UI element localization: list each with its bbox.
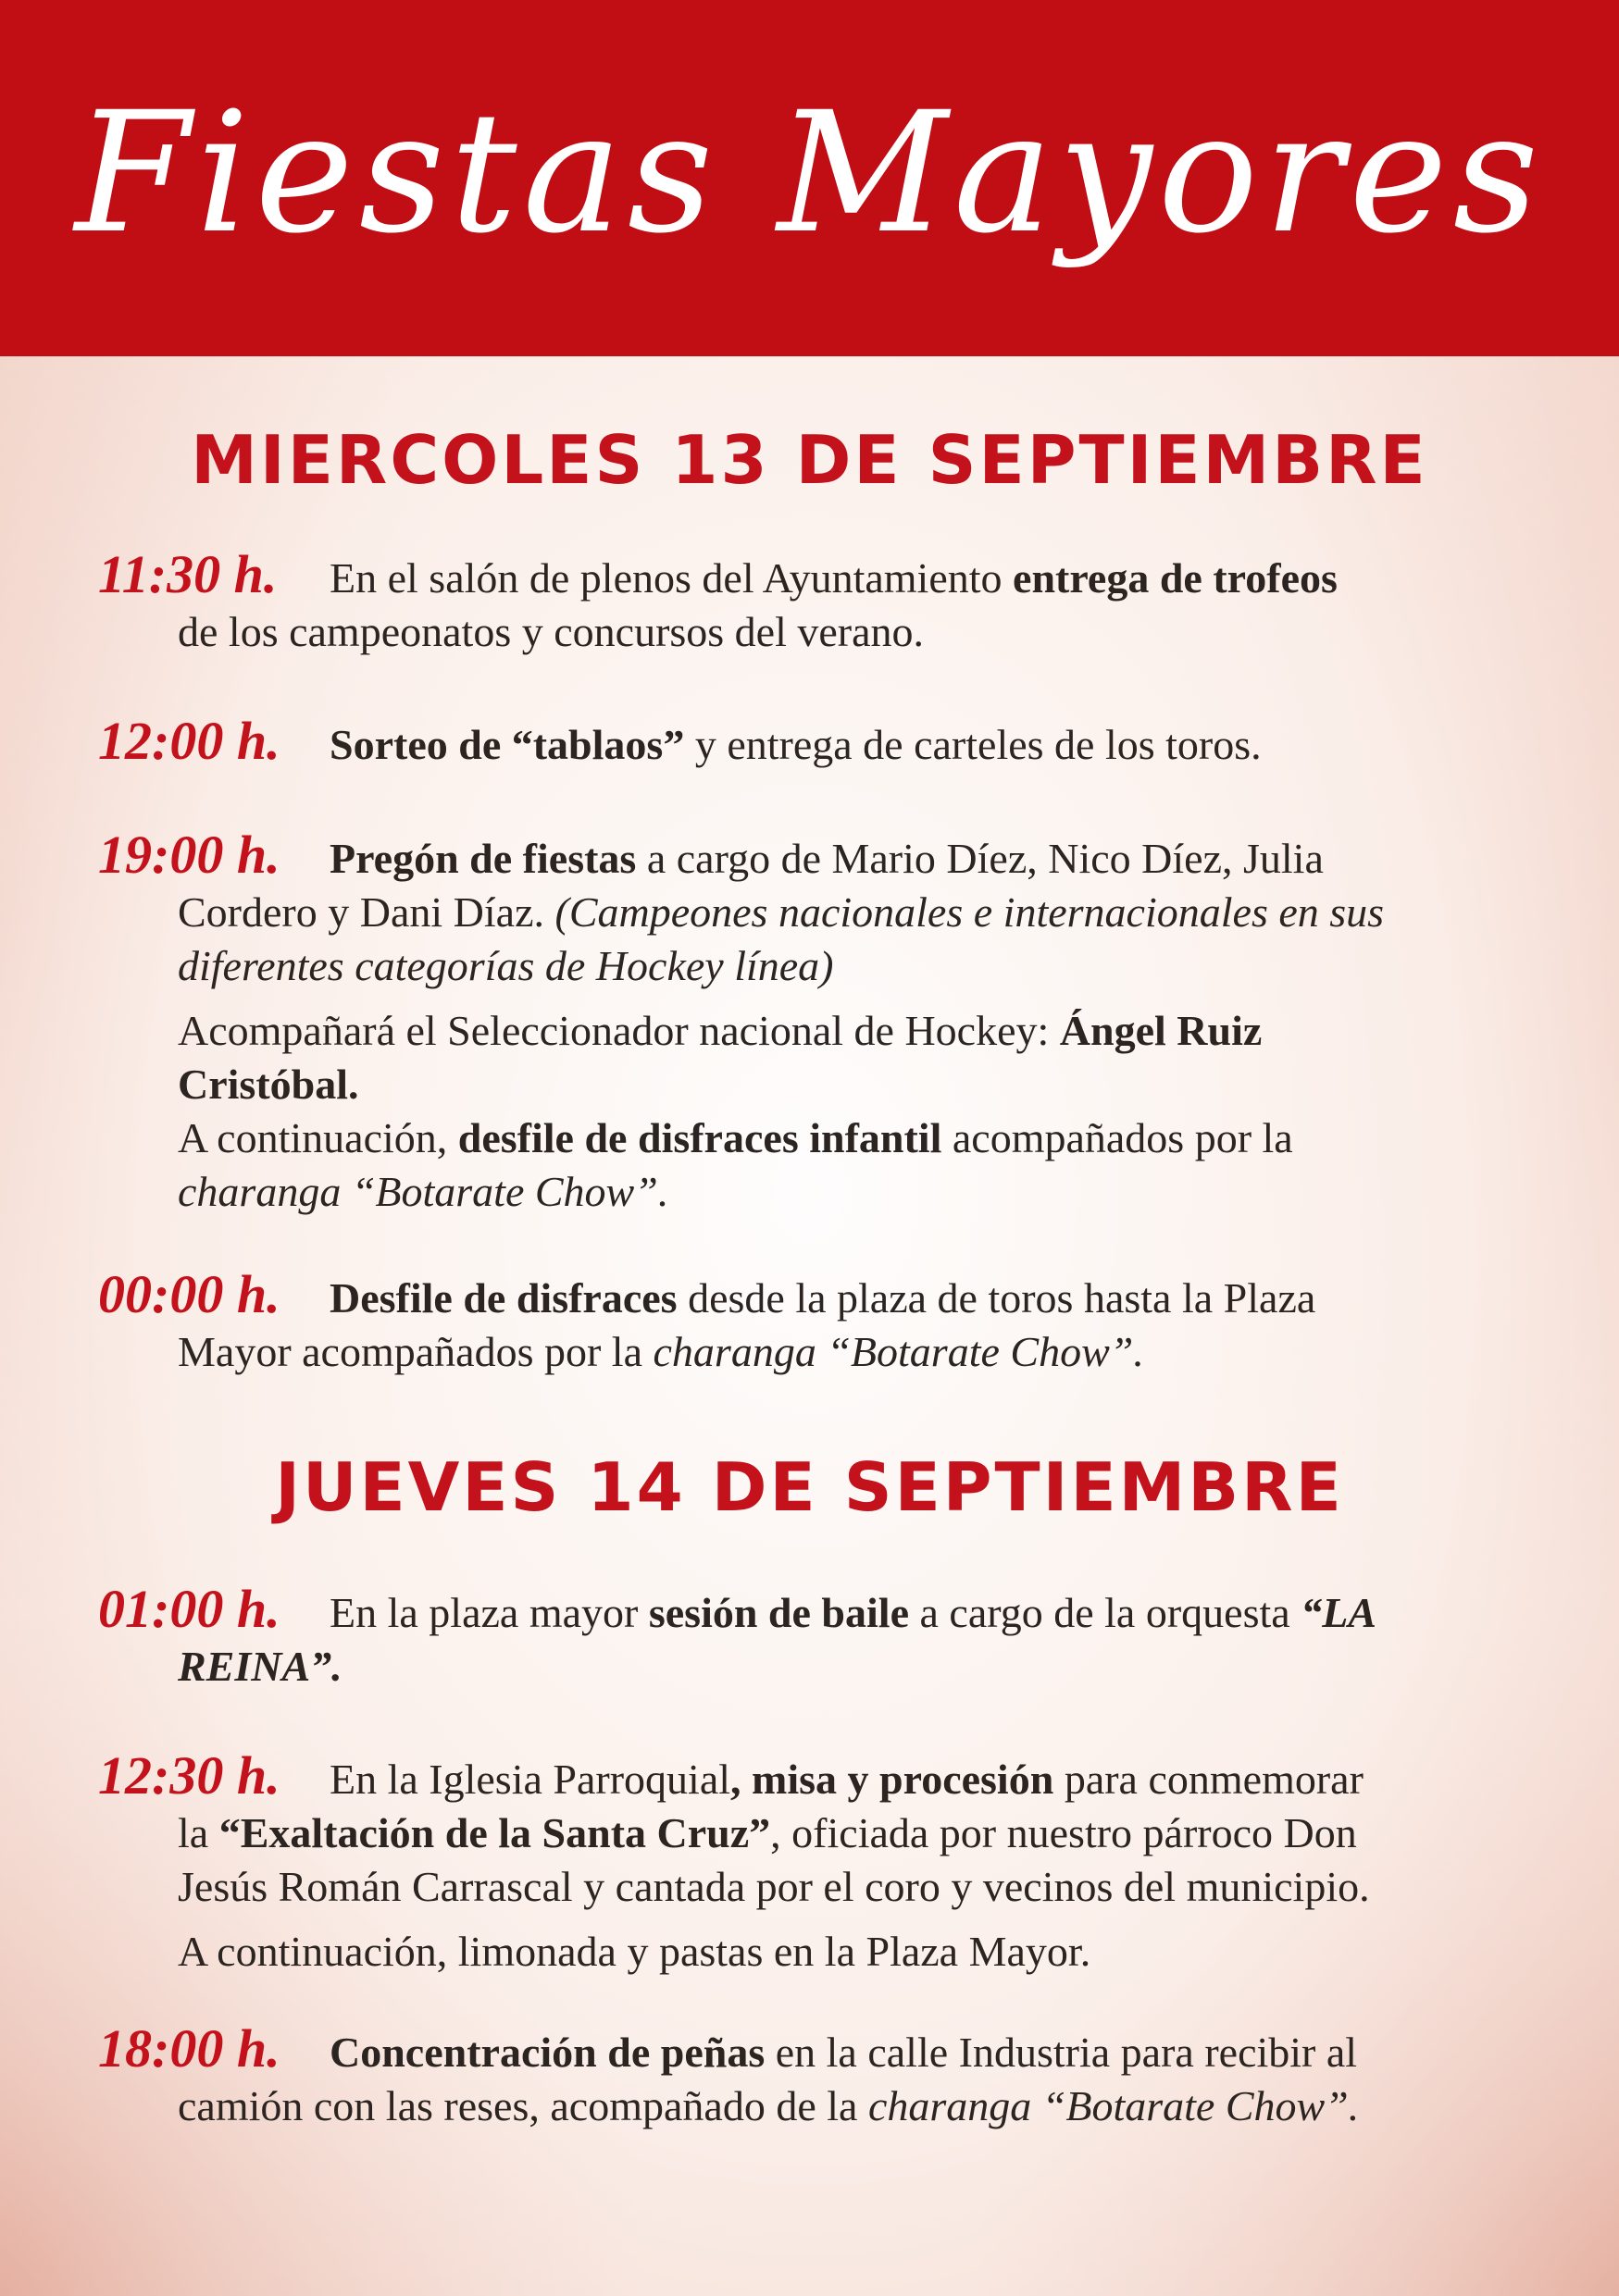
day-heading-thursday: JUEVES 14 DE SEPTIEMBRE bbox=[275, 1448, 1344, 1526]
event-highlight: Desfile de disfraces bbox=[330, 1274, 678, 1322]
event-note: charanga “Botarate Chow”. bbox=[867, 2082, 1360, 2129]
event-time: 12:30 h. bbox=[98, 1745, 280, 1806]
page-title: Fiestas Mayores bbox=[74, 77, 1545, 270]
event-time: 00:00 h. bbox=[98, 1264, 280, 1324]
event-text: Mayor acompañados por la bbox=[178, 1328, 643, 1375]
event-text: En la plaza mayor bbox=[330, 1589, 639, 1636]
event-text: En la Iglesia Parroquial bbox=[330, 1756, 731, 1803]
event-text: a cargo de Mario Díez, Nico Díez, Julia bbox=[646, 835, 1324, 882]
event-note: charanga “Botarate Chow”. bbox=[178, 1168, 669, 1215]
event-1200 bbox=[98, 711, 1519, 772]
event-0000 bbox=[98, 1264, 1519, 1379]
event-highlight: sesión de baile bbox=[648, 1589, 909, 1636]
event-text: la bbox=[178, 1809, 209, 1856]
day-heading-wednesday: MIERCOLES 13 DE SEPTIEMBRE bbox=[191, 421, 1428, 499]
event-text: A continuación, bbox=[178, 1114, 448, 1161]
event-0100 bbox=[98, 1579, 1519, 1694]
event-time: 19:00 h. bbox=[98, 825, 280, 885]
event-text: Cordero y Dani Díaz. bbox=[178, 888, 544, 936]
event-text: de los campeonatos y concursos del verano. bbox=[178, 608, 925, 655]
event-highlight: “Exaltación de la Santa Cruz” bbox=[218, 1809, 771, 1856]
event-highlight: , misa y procesión bbox=[730, 1756, 1054, 1803]
event-text: para conmemorar bbox=[1064, 1756, 1364, 1803]
event-1800 bbox=[98, 2018, 1519, 2133]
event-note: “LA bbox=[1301, 1589, 1376, 1636]
event-text: en la calle Industria para recibir al bbox=[775, 2029, 1358, 2076]
event-time: 18:00 h. bbox=[98, 2018, 280, 2079]
event-highlight: Concentración de peñas bbox=[330, 2029, 766, 2076]
event-text: desde la plaza de toros hasta la Plaza bbox=[688, 1274, 1316, 1322]
event-highlight: desfile de disfraces infantil bbox=[457, 1114, 942, 1161]
event-highlight: Pregón de fiestas bbox=[330, 835, 637, 882]
event-text: y entrega de carteles de los toros. bbox=[694, 721, 1262, 768]
event-time: 11:30 h. bbox=[98, 544, 278, 604]
event-text: A continuación, limonada y pastas en la Plaza Mayor. bbox=[178, 1928, 1091, 1975]
event-text: acompañados por la bbox=[952, 1114, 1293, 1161]
event-text: camión con las reses, acompañado de la bbox=[178, 2082, 858, 2129]
event-highlight: Cristóbal. bbox=[178, 1061, 359, 1108]
event-1230 bbox=[98, 1745, 1519, 1979]
event-text: , oficiada por nuestro párroco Don bbox=[770, 1809, 1357, 1856]
event-text: Jesús Román Carrascal y cantada por el coro y vecinos del municipio. bbox=[178, 1863, 1370, 1910]
event-highlight: Ángel Ruiz bbox=[1059, 1007, 1263, 1054]
header-banner bbox=[0, 0, 1619, 356]
event-text: a cargo de la orquesta bbox=[919, 1589, 1290, 1636]
event-highlight: Sorteo de “tablaos” bbox=[330, 721, 685, 768]
event-text: Acompañará el Seleccionador nacional de Hockey: bbox=[178, 1007, 1050, 1054]
event-note: (Campeones nacionales e internacionales en sus bbox=[554, 888, 1385, 936]
event-note: REINA”. bbox=[178, 1643, 342, 1690]
event-text: En el salón de plenos del Ayuntamiento bbox=[330, 554, 1003, 602]
event-time: 12:00 h. bbox=[98, 711, 280, 771]
event-highlight: entrega de trofeos bbox=[1013, 554, 1338, 602]
event-time: 01:00 h. bbox=[98, 1579, 280, 1639]
event-1900 bbox=[98, 825, 1519, 1219]
event-note: charanga “Botarate Chow”. bbox=[653, 1328, 1144, 1375]
event-1130 bbox=[98, 544, 1519, 659]
event-note: diferentes categorías de Hockey línea) bbox=[178, 942, 834, 989]
